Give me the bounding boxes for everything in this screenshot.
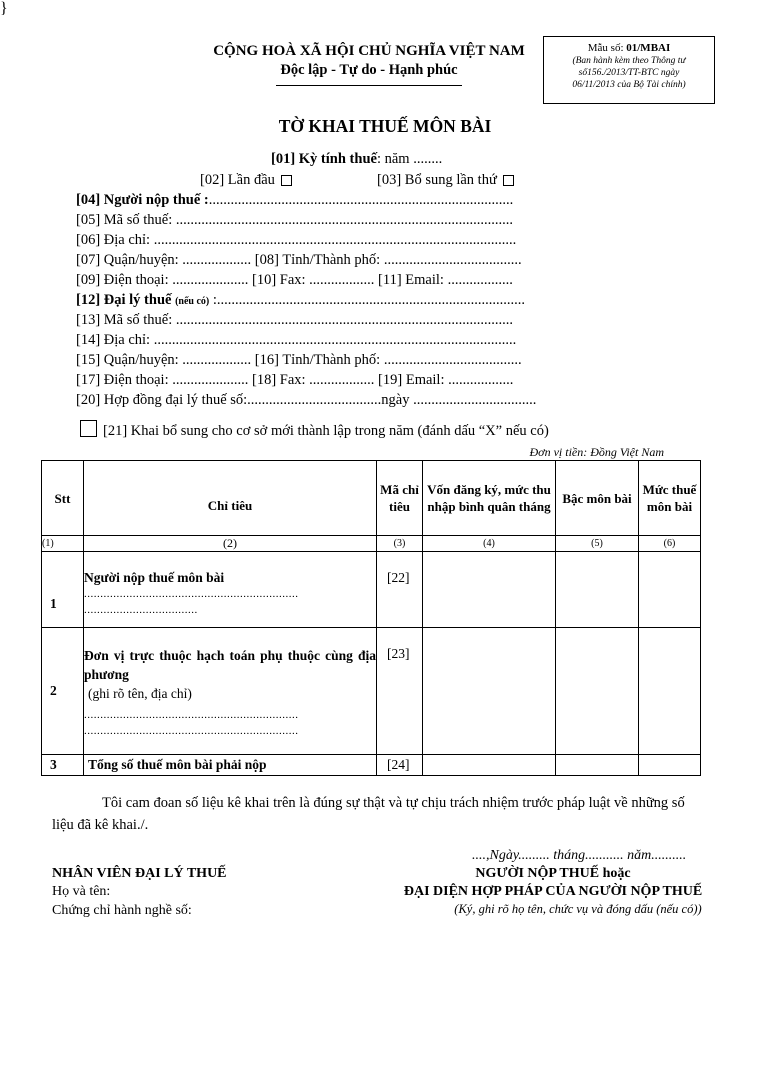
field-06[interactable]: [06] Địa chỉ: .................................................................................................... xyxy=(76,232,517,248)
index-cell: (1) xyxy=(42,536,84,552)
field-12-note: (nếu có) xyxy=(175,296,210,307)
row-amount-cell[interactable] xyxy=(639,755,701,776)
payer-title: NGƯỜI NỘP THUẾ hoặc xyxy=(475,866,631,881)
row-dots[interactable]: ................................... xyxy=(84,604,198,616)
row-sub: (ghi rõ tên, địa chỉ) xyxy=(88,686,192,701)
header-tax-amount: Mức thuế môn bài xyxy=(639,461,701,536)
table-row xyxy=(42,628,701,755)
header-capital: Vốn đăng ký, mức thu nhập bình quân tháng xyxy=(423,461,556,536)
sign-date: ....,Ngày......... tháng........... năm.......... xyxy=(472,848,687,863)
row-code: [22] xyxy=(377,552,423,628)
row-indicator-cell xyxy=(84,628,377,755)
row-name: Người nộp thuế môn bài xyxy=(84,570,225,585)
table-row xyxy=(42,552,701,628)
table-header-row xyxy=(42,461,701,536)
field-13[interactable]: [13] Mã số thuế: ............................................................................................. xyxy=(76,312,513,328)
checkbox-new-establishment[interactable] xyxy=(80,420,97,437)
field-02[interactable] xyxy=(200,172,292,189)
form-code-box xyxy=(543,36,715,104)
payer-representative: ĐẠI DIỆN HỢP PHÁP CỦA NGƯỜI NỘP THUẾ xyxy=(403,884,703,899)
field-07-08[interactable]: [07] Quận/huyện: ................... [08] Tỉnh/Thành phố: ...................................... xyxy=(76,252,522,268)
row-dots[interactable]: .................................................................. xyxy=(84,709,299,721)
form-title: TỜ KHAI THUẾ MÔN BÀI xyxy=(278,116,492,136)
row-code: [24] xyxy=(377,755,423,776)
motto: Độc lập - Tự do - Hạnh phúc xyxy=(280,62,458,78)
field-20[interactable]: [20] Hợp đồng đại lý thuế số:.....................................ngày .................................. xyxy=(76,392,537,408)
field-01-label: [01] Kỳ tính thuế xyxy=(271,151,377,167)
field-21-label: [21] Khai bổ sung cho cơ sở mới thành lập trong năm (đánh dấu “X” nếu có) xyxy=(103,423,549,439)
row-level-cell[interactable] xyxy=(556,628,639,755)
field-12-dots: :..................................................................................... xyxy=(209,292,526,308)
country-heading: CỘNG HOÀ XÃ HỘI CHỦ NGHĨA VIỆT NAM xyxy=(213,43,525,59)
agent-name: Họ và tên: xyxy=(52,884,111,899)
index-cell: (6) xyxy=(639,536,701,552)
row-name: Tổng số thuế môn bài phải nộp xyxy=(84,755,377,776)
row-name: Đơn vị trực thuộc hạch toán phụ thuộc cùng địa phương xyxy=(84,648,376,682)
header-level: Bậc môn bài xyxy=(556,461,639,536)
field-04-dots: .................................................................................... xyxy=(208,192,514,208)
form-note-line2: số156./2013/TT-BTC ngày xyxy=(578,68,680,78)
row-dots[interactable]: .................................................................. xyxy=(84,588,299,600)
row-capital-cell[interactable] xyxy=(423,755,556,776)
index-cell: (3) xyxy=(377,536,423,552)
index-cell: (4) xyxy=(423,536,556,552)
checkbox-first-time[interactable] xyxy=(281,175,292,186)
agent-title: NHÂN VIÊN ĐẠI LÝ THUẾ xyxy=(52,866,227,881)
field-09-11[interactable]: [09] Điện thoại: ..................... [10] Fax: .................. [11] Email: .................. xyxy=(76,272,513,288)
field-15-16[interactable]: [15] Quận/huyện: ................... [16] Tỉnh/Thành phố: ...................................... xyxy=(76,352,522,368)
tax-table xyxy=(41,460,701,776)
table-row-total xyxy=(42,755,701,776)
field-03[interactable] xyxy=(377,172,514,189)
row-indicator-cell xyxy=(84,552,377,628)
field-01[interactable] xyxy=(271,151,442,168)
currency-note: Đơn vị tiền: Đồng Việt Nam xyxy=(529,445,664,459)
row-stt: 2 xyxy=(42,628,84,755)
form-code-label: Mẫu số: xyxy=(587,42,627,54)
form-code: 01/MBAI xyxy=(626,42,671,54)
row-capital-cell[interactable] xyxy=(423,628,556,755)
index-row xyxy=(42,536,701,552)
row-amount-cell[interactable] xyxy=(639,552,701,628)
form-note-line3: 06/11/2013 của Bộ Tài chính) xyxy=(572,80,686,90)
field-05[interactable]: [05] Mã số thuế: ............................................................................................. xyxy=(76,212,513,228)
header-stt: Stt xyxy=(42,461,84,536)
row-capital-cell[interactable] xyxy=(423,552,556,628)
commitment-text: Tôi cam đoan số liệu kê khai trên là đúng sự thật và tự chịu trách nhiệm trước pháp luật về những số liệu đã kê khai./. xyxy=(52,795,685,833)
row-stt: 3 xyxy=(42,755,84,776)
row-stt: 1 xyxy=(42,552,84,628)
field-14[interactable]: [14] Địa chỉ: .................................................................................................... xyxy=(76,332,517,348)
field-02-label: [02] Lần đầu xyxy=(200,172,275,188)
field-04-label: [04] Người nộp thuế : xyxy=(76,192,209,208)
checkbox-supplement[interactable] xyxy=(503,175,514,186)
field-12[interactable] xyxy=(76,292,525,309)
header-code: Mã chỉ tiêu xyxy=(377,461,423,536)
field-21[interactable] xyxy=(80,420,549,440)
row-dots[interactable]: .................................................................. xyxy=(84,725,299,737)
field-04[interactable] xyxy=(76,192,513,209)
motto-underline xyxy=(276,85,462,86)
agent-cert: Chứng chỉ hành nghề số: xyxy=(52,903,192,918)
row-amount-cell[interactable] xyxy=(639,628,701,755)
form-note-line1: (Ban hành kèm theo Thông tư xyxy=(572,56,686,66)
row-code: [23] xyxy=(377,628,423,755)
header-indicator: Chỉ tiêu xyxy=(84,461,377,536)
index-cell: (2) xyxy=(84,536,377,552)
field-12-label: [12] Đại lý thuế xyxy=(76,292,172,308)
payer-note: (Ký, ghi rõ họ tên, chức vụ và đóng dấu (nếu có)) xyxy=(454,902,702,916)
field-17-19[interactable]: [17] Điện thoại: ..................... [18] Fax: .................. [19] Email: .................. xyxy=(76,372,514,388)
field-03-label: [03] Bổ sung lần thứ xyxy=(377,172,497,188)
field-01-value: : năm ........ xyxy=(376,151,443,167)
index-cell: (5) xyxy=(556,536,639,552)
row-level-cell[interactable] xyxy=(556,755,639,776)
row-level-cell[interactable] xyxy=(556,552,639,628)
